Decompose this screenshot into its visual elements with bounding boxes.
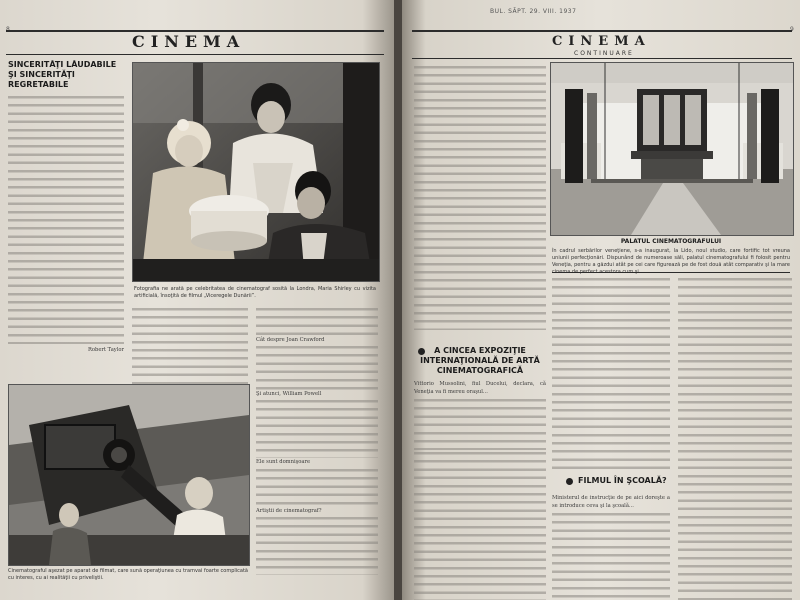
column-phrase: Şi atunci, William Powell xyxy=(256,391,322,398)
left-page xyxy=(0,0,394,600)
photo-title: PALATUL CINEMATOGRAFULUI xyxy=(620,238,722,245)
article-byline: Robert Taylor xyxy=(88,347,124,353)
article-body-text xyxy=(678,276,792,600)
right-page-number: 9 xyxy=(790,26,794,33)
photo1-caption: Fotografia ne arată pe celebritatea de cinematograf sosită la Londra, Maria Shirley cu vizita artificială, însoţită de filmul „Viceregele Dunării”. xyxy=(134,286,376,299)
school-column xyxy=(552,494,670,600)
article-body-text xyxy=(552,276,670,472)
spine-gutter xyxy=(394,0,402,600)
title-rule xyxy=(412,58,792,59)
photo-child-star-cake xyxy=(132,62,380,282)
right-section-title: CINEMA xyxy=(552,34,651,49)
right-page xyxy=(402,0,800,600)
column-phrase: Artiştii de cinematograf? xyxy=(256,507,322,514)
section-subtitle: CONTINUARE xyxy=(574,50,634,57)
photo-camera-crane xyxy=(8,384,250,566)
article-column-2 xyxy=(132,306,248,388)
school-headline: FILMUL ÎN ŞCOALĂ? xyxy=(578,476,667,485)
left-section-title: CINEMA xyxy=(132,32,246,51)
article-body-text xyxy=(414,64,546,330)
article-body-text xyxy=(414,450,546,600)
continued-column-1 xyxy=(414,64,546,330)
photo-camera-crane-image xyxy=(9,385,249,565)
article-column-3 xyxy=(256,306,378,596)
expo-column-continued xyxy=(414,450,546,600)
photo2-caption: Cinematograful aşezat pe aparat de filmat, care sună operaţiunea cu tramvai foarte complicată cu interes, cu ai realităţii cu priveliştii. xyxy=(8,568,248,581)
running-head: BUL. SĂPT. 29. VIII. 1937 xyxy=(490,8,577,15)
bullet-icon xyxy=(566,478,573,485)
article-column-1 xyxy=(8,60,124,390)
left-page-number: 8 xyxy=(6,26,10,33)
title-rule xyxy=(6,54,384,55)
article-body-text xyxy=(8,94,124,344)
article-body-text xyxy=(132,306,248,388)
column-phrase: Cât despre Joan Crawford xyxy=(256,337,325,343)
expo-headline: A CINCEA EXPOZIŢIE INTERNAŢIONALĂ DE ARTĂ CINEMATOGRAFICĂ xyxy=(420,346,540,375)
photo-cinema-palace xyxy=(550,62,794,236)
expo-column xyxy=(414,380,546,450)
photo-caption: în cadrul serbărilor veneţiene, s-a inaugurat, la Lido, noul studio, care fortific tot vreuna uniunii perfecţionări. Dispunând de numeroase săli, palatul cinematografului fi folosit pentru Veneţia, pentru a găzdui atât pe cei care figurează pe de fost două atât comparativ şi la mare cinema de perfect acestora cum şi. xyxy=(552,248,790,275)
continued-column-2 xyxy=(552,276,670,472)
article-body-text xyxy=(552,511,670,600)
photo-cinema-palace-image xyxy=(551,63,793,235)
article-headline: SINCERITĂŢI LĂUDABILE ŞI SINCERITĂŢI REGRETABILE xyxy=(8,60,117,89)
top-rule xyxy=(412,30,792,32)
article-body-text xyxy=(414,397,546,450)
photo-child-star-cake-image xyxy=(133,63,379,281)
school-first-line: Ministerul de instrucţie de pe aici doreşte a se introduce ceva şi la şcoală... xyxy=(552,495,670,510)
expo-first-line: Vittorio Mussolini, fiul Ducelui, declara, că Veneţia va fi mereu oraşul... xyxy=(414,381,546,396)
continued-column-3 xyxy=(678,276,792,600)
column-phrase: Ele sunt domnişoare xyxy=(256,459,311,466)
